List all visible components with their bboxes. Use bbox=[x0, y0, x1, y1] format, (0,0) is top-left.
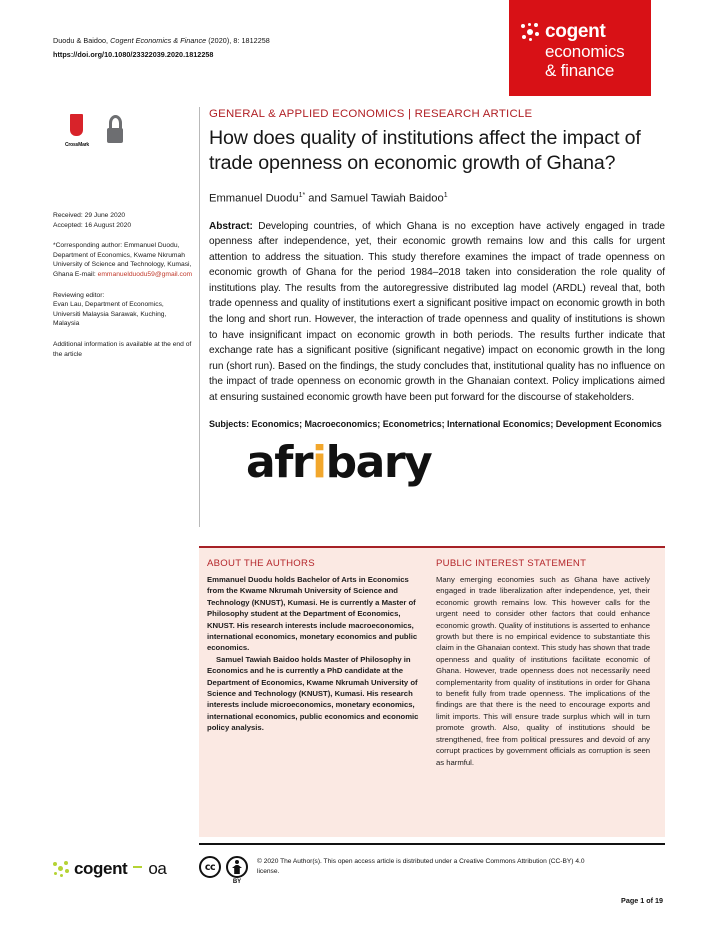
about-authors-paragraph-1: Emmanuel Duodu holds Bachelor of Arts in Economics from the Kwame Nkrumah University of Science and Technology (KNUST), Kumasi. He is currently a Master of Philosophy student at the Department of Economics, KNUST. His research interests include macroeconomics, international economics, monetary economics and public economics. bbox=[207, 575, 418, 653]
badge-group bbox=[62, 110, 125, 148]
cogent-oa-dash bbox=[133, 866, 142, 869]
additional-info-note: Additional information is available at the end of the article bbox=[53, 340, 192, 358]
author-info-panel bbox=[199, 546, 665, 837]
about-authors-paragraph-2: Samuel Tawiah Baidoo holds Master of Philosophy in Economics and he is currently a PhD candidate at the Department of Economics, Kwame Nkrumah University of Science and Technology (KNUST), Kumasi. His research interests include microeconomics, monetary economics, international economics, public economics and economic policy analysis. bbox=[207, 654, 419, 733]
citation-journal: Cogent Economics & Finance bbox=[110, 36, 207, 45]
public-interest-paragraph: Many emerging economies such as Ghana have actively engaged in trade liberalization after independence, yet, their economic growth remains low. This however calls for the urgent need to consider other factors that could enhance economic growth. Quality of institutions is asserted to enhance growth but there is no empirical evidence to substantiate this claim in the Ghanaian context. This study has shown that trade openness and quality of institutions facilitate economic of Ghana. However, trade openness does not necessarily need complementarity from quality of institutions in order for Ghana to benefit fully from trade openness. The implications of the findings are that there is the need to encourage exports and limit imports. This will ensure trade surplus which will in turn promote growth. Also, quality of institutions should be strengthened, free from political pressures and devoid of any corrupt practices by government officials as corruption is seen as harmful. bbox=[436, 575, 650, 767]
cogent-asterisk-icon bbox=[521, 23, 540, 42]
author-1-affiliation-marker: 1* bbox=[298, 192, 306, 199]
doi-link[interactable]: https://doi.org/10.1080/23322039.2020.1812258 bbox=[53, 50, 214, 59]
about-authors-body bbox=[207, 574, 421, 734]
open-access-lock-icon bbox=[105, 115, 125, 143]
public-interest-column bbox=[436, 557, 650, 837]
cc-by-icon bbox=[226, 856, 248, 878]
logo-top-row bbox=[521, 22, 651, 42]
about-authors-heading: ABOUT THE AUTHORS bbox=[207, 558, 315, 569]
public-interest-body bbox=[436, 574, 650, 768]
cc-by-label: BY bbox=[232, 879, 242, 885]
page-title: How does quality of institutions affect the impact of trade openness on economic growth of Ghana? bbox=[209, 127, 641, 174]
abstract-label: Abstract: bbox=[209, 220, 253, 232]
citation-authors: Duodu & Baidoo, bbox=[53, 36, 111, 45]
citation-volume: (2020), 8: 1812258 bbox=[206, 36, 270, 45]
article-main-column bbox=[199, 107, 665, 527]
cc-by-icon-wrap bbox=[226, 856, 248, 885]
article-metadata-sidebar bbox=[53, 211, 193, 370]
corresponding-author-block bbox=[53, 241, 193, 279]
about-the-authors-column bbox=[207, 557, 421, 837]
watermark-part-1: afr bbox=[246, 437, 313, 488]
footer-divider bbox=[199, 843, 665, 845]
section-kicker: GENERAL & APPLIED ECONOMICS | RESEARCH ARTICLE bbox=[209, 108, 533, 120]
person-glyph-icon bbox=[231, 860, 243, 874]
received-date: Received: 29 June 2020 bbox=[53, 212, 126, 219]
public-interest-heading: PUBLIC INTEREST STATEMENT bbox=[436, 558, 587, 569]
subjects-line: Subjects: Economics; Macroeconomics; Econometrics; International Economics; Development Economics bbox=[209, 419, 662, 430]
cogent-journal-logo bbox=[509, 0, 651, 96]
cogent-oa-wordmark: cogent bbox=[74, 859, 128, 878]
reviewing-editor-label: Reviewing editor: bbox=[53, 291, 105, 299]
corresponding-author-email[interactable]: emmanuelduodu59@gmail.com bbox=[97, 270, 193, 278]
reviewing-editor-name: Evan Lau, Department of Economics, Universiti Malaysia Sarawak, Kuching, Malaysia bbox=[53, 301, 167, 328]
cogent-oa-asterisk-icon bbox=[53, 861, 70, 878]
cc-license-icon: cc bbox=[199, 856, 221, 878]
creative-commons-icons bbox=[199, 853, 248, 885]
running-citation bbox=[53, 36, 270, 45]
corresponding-author-text: *Corresponding author: Emmanuel Duodu, Department of Economics, Kwame Nkrumah University of Science and Technology, Kumasi, Ghana E-mail: bbox=[53, 242, 192, 278]
copyright-notice: © 2020 The Author(s). This open access article is distributed under a Creative Commons Attribution (CC-BY) 4.0 license. bbox=[257, 858, 585, 875]
crossmark-icon[interactable] bbox=[62, 110, 92, 148]
accepted-date: Accepted: 16 August 2020 bbox=[53, 221, 132, 229]
author-name-2: Samuel Tawiah Baidoo bbox=[330, 192, 444, 205]
author-conjunction: and bbox=[305, 192, 331, 205]
author-2-affiliation-marker: 1 bbox=[443, 192, 448, 199]
logo-wordmark: cogent bbox=[545, 21, 606, 42]
abstract-body: Developing countries, of which Ghana is no exception have actively engaged in trade openness after independence, yet, their economic growth remains low and this calls for urgent attention to address the situation. This study therefore examines the impact of trade openness on economic growth of Ghana for the period 1984–2018 taken into consideration the role quality of institutions play. The results from the autoregressive distributed lag model (ARDL) reveal that, both trade openness and quality of institutions exert a significant positive impact on economic growth in both the long and short run. However, the interaction of trade openness and quality of institutions is shown to have insignificant impact on economic growth in both periods. The results further indicate that exchange rate has a significant positive (significant negative) impact on economic growth in the long run (short run). Based on the findings, the study concludes that, institutional quality has no influence on the impact of trade openness on economic growth in the Ghanaian context. Policy implications aimed at ensuring sustained economic growth have been put forward for the discourse of stakeholders. bbox=[209, 220, 665, 403]
abstract-text bbox=[209, 219, 665, 406]
cogent-oa-suffix: oa bbox=[148, 859, 167, 878]
cogent-oa-logo bbox=[53, 853, 199, 879]
author-name-1: Emmanuel Duodu bbox=[209, 192, 299, 205]
dates-block bbox=[53, 211, 193, 230]
logo-subtitle-economics: economics bbox=[545, 42, 625, 61]
page-number: Page 1 of 19 bbox=[621, 896, 663, 905]
page-footer bbox=[53, 853, 663, 885]
watermark-accent-letter: i bbox=[312, 437, 326, 488]
logo-subtitle-finance: & finance bbox=[545, 61, 615, 80]
watermark-part-2: bary bbox=[325, 437, 432, 488]
crossmark-label: CrossMark bbox=[64, 142, 90, 148]
author-list bbox=[209, 188, 665, 207]
reviewing-editor-block bbox=[53, 291, 193, 329]
